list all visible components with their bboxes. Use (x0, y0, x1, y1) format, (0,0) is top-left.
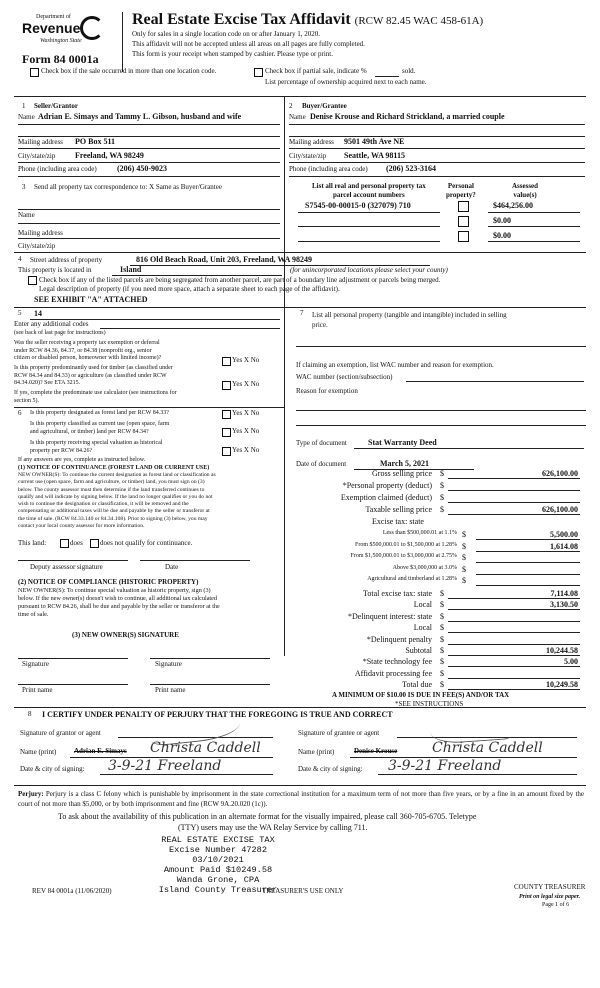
assessed-value-2[interactable]: $0.00 (493, 216, 511, 225)
gross-selling-price-value[interactable]: 626,100.00 (542, 469, 578, 478)
logo-swirl-icon (80, 16, 104, 40)
local-tax-dollar: $ (440, 600, 444, 610)
this-land-label: This land: (18, 539, 47, 547)
perjury-text: Perjury: Perjury is a class C felony which is punishable by imprisonment in the state correctional institution for a maximum term of not more than five years, or by a fine in an amount fixed by the court of not more than $5,000, or by both imprisonment and fine (RCW 9A.20.020 (1c)). (18, 790, 585, 808)
does-not-label: does not qualify for continuance. (100, 539, 193, 547)
delinquent-interest-local-dollar: $ (440, 623, 444, 633)
segregated-checkbox[interactable] (28, 276, 37, 285)
seller-mail[interactable]: PO Box 511 (75, 137, 116, 146)
sec5-num: 5 (18, 309, 22, 317)
sec5-q2: Is this property predominantly used for timber (as classified under RCW 84.34 and 84.33) or agriculture (as classified under RCW 84.34.020)? See ETA 3215. (14, 365, 173, 386)
sec3-mail-label: Mailing address (18, 229, 63, 237)
tier-5-dollar: $ (462, 576, 466, 585)
sec5-q2-yesno: Yes X No (232, 380, 260, 388)
parcel-col2: Personal property? (446, 182, 476, 199)
tier-5-label: Agricultural and timberland at 1.28% (367, 576, 457, 582)
doc-type-label: Type of document (296, 439, 347, 447)
personal-property-deduct-dollar: $ (440, 481, 444, 490)
sec6-num: 6 (18, 409, 22, 417)
sec6-q2-yesno: Yes X No (232, 427, 260, 435)
sec3-num: 3 (22, 183, 26, 191)
seller-phone[interactable]: (206) 450-9023 (117, 164, 167, 173)
does-label: does (70, 539, 83, 547)
does-checkbox[interactable] (60, 539, 69, 548)
personal-property-deduct-label: *Personal property (deduct) (342, 481, 432, 490)
grantor-name-print[interactable]: Adrian E. Simays (74, 747, 127, 755)
sig-grantor-label: Signature of grantor or agent (20, 729, 101, 737)
deputy-date-label: Date (165, 563, 179, 571)
sec5-q1-checkbox[interactable] (222, 357, 231, 366)
tier-4-label: Above $3,000,000 at 3.0% (392, 564, 457, 571)
legal-desc-label: Legal description of property (if you need more space, attach a separate sheet to each page of the affidavit). (39, 285, 340, 293)
dept-text: Department of (36, 14, 71, 20)
buyer-heading: Buyer/Grantee (302, 102, 347, 110)
page-number: Page 1 of 6 (542, 902, 570, 908)
legal-size-note: Print on legal size paper. (519, 894, 581, 900)
personal-property-checkbox-1[interactable] (458, 201, 469, 212)
parcel-col1: List all real and personal property tax parcel account numbers (312, 182, 426, 199)
revenue-text: Revenue (22, 20, 81, 36)
sec6-q2: Is this property classified as current use (open space, farm and agricultural, or timber) land per RCW 84.34? (30, 421, 170, 435)
buyer-mail[interactable]: 9501 49th Ave NE (344, 137, 405, 146)
sec6-q1-checkbox[interactable] (222, 410, 231, 419)
sec5-q2-checkbox[interactable] (222, 381, 231, 390)
buyer-mail-label: Mailing address (289, 138, 334, 146)
new-owner-print-2: Print name (155, 686, 186, 694)
total-excise-state-dollar: $ (440, 589, 444, 598)
treasurer-stamp: REAL ESTATE EXCISE TAX Excise Number 47282 03/10/2021 Amount Paid $10249.58 Wanda Grone, CPA Island County Treasurer (158, 835, 278, 895)
delinquent-interest-state-label: *Delinquent interest: state (348, 611, 432, 621)
total-due-label: Total due (402, 680, 432, 690)
seller-name-label: Name (18, 113, 35, 121)
sec7-num: 7 (300, 309, 304, 317)
excise-state-label: Excise tax: state (372, 517, 424, 526)
street-address[interactable]: 816 Old Beach Road, Unit 203, Freeland, WA 98249 (136, 255, 312, 264)
buyer-phone[interactable]: (206) 523-3164 (386, 164, 436, 173)
rev-code: REV 84 0001a (11/06/2020) (32, 887, 112, 895)
seller-name[interactable]: Adrian E. Simays and Tammy L. Gibson, husband and wife (38, 112, 242, 121)
header-note-3: This form is your receipt when stamped by cashier. Please type or print. (132, 50, 334, 58)
located-label: This property is located in (18, 266, 92, 274)
subtotal-label: Subtotal (405, 646, 432, 655)
partial-sale-checkbox[interactable] (254, 68, 263, 77)
seller-heading: Seller/Grantor (34, 102, 78, 110)
grantee-date-city[interactable]: 3-9-21 Freeland (388, 758, 502, 774)
header-note-1: Only for sales in a single location code on or after January 1, 2020. (132, 30, 320, 38)
local-tax-label: Local (413, 600, 432, 610)
delinquent-penalty-dollar: $ (440, 634, 444, 644)
tier-3-dollar: $ (462, 553, 466, 562)
sec5-q1: Was the seller receiving a property tax exemption or deferral under RCW 84.36, 84.37, or 84.38 (nonprofit org., senior citizen or disabled person, homeowner with limited income)? (14, 340, 162, 361)
sec5-q1-yesno: Yes X No (232, 356, 260, 364)
buyer-phone-label: Phone (including area code) (289, 165, 368, 173)
see-instructions: *SEE INSTRUCTIONS (395, 700, 464, 708)
sec3-city-label: City/state/zip (18, 242, 56, 250)
buyer-name[interactable]: Denise Krouse and Richard Strickland, a married couple (310, 112, 505, 121)
delinquent-interest-state-dollar: $ (440, 611, 444, 621)
total-due-value[interactable]: 10,249.58 (546, 680, 578, 690)
header-note-2: This affidavit will not be accepted unless all areas on all pages are fully completed. (132, 40, 365, 48)
tier-3-label: From $1,500,000.01 to $3,000,000 at 2.75% (350, 553, 457, 559)
grantor-date-city[interactable]: 3-9-21 Freeland (108, 758, 222, 774)
buyer-num: 2 (289, 102, 293, 110)
page-title: Real Estate Excise Tax Affidavit (RCW 82.45 WAC 458-61A) (132, 11, 484, 28)
new-owner-print-1: Print name (22, 686, 53, 694)
affidavit-processing-fee-label: Affidavit processing fee (354, 668, 432, 678)
doc-date[interactable]: March 5, 2021 (380, 459, 429, 468)
sec8-num: 8 (28, 710, 32, 718)
legal-desc[interactable]: SEE EXHIBIT "A" ATTACHED (34, 295, 148, 304)
tier-2-label: From $500,000.01 to $1,500,000 at 1.28% (355, 541, 457, 548)
seller-city-label: City/state/zip (18, 152, 56, 160)
taxable-selling-price-value[interactable]: 626,100.00 (542, 505, 578, 514)
notice3-heading: (3) NEW OWNER(S) SIGNATURE (72, 631, 179, 639)
notice2-text: NEW OWNER(S): To continue special valuation as historic property, sign (3) below. If the new owner(s) doesn't wish to continue, all additional tax calculated pursuant to RCW 84.26, shall be due and payable by the seller or transferor at the time of sale. (18, 587, 220, 618)
sec6-q1: Is this property designated as forest land per RCW 84.33? (30, 410, 169, 416)
grantee-date-label: Date & city of signing: (298, 765, 363, 773)
grantee-name-written[interactable]: Christa Caddell (432, 740, 543, 756)
deputy-sig-label: Deputy assessor signature (30, 563, 103, 571)
notice2-heading: (2) NOTICE OF COMPLIANCE (HISTORIC PROPERTY) (18, 578, 199, 586)
subtotal-dollar: $ (440, 646, 444, 655)
street-label: Street address of property (30, 256, 103, 264)
sec7-text: List all personal property (tangible and intangible) included in selling price. (312, 311, 507, 329)
sec6-q1-yesno: Yes X No (232, 409, 260, 417)
grantee-name-print[interactable]: Denise Krouse (354, 747, 398, 755)
state-text: Washington State (40, 38, 82, 44)
assessed-value-3[interactable]: $0.00 (493, 231, 511, 240)
new-owner-sig-1: Signature (22, 660, 49, 668)
delinquent-penalty-label: *Delinquent penalty (366, 634, 432, 644)
affidavit-processing-fee-dollar: $ (440, 668, 444, 678)
state-technology-fee-dollar: $ (440, 657, 444, 667)
sec5-ifyes: If yes, complete the predominate use calculator (see instructions for section 5). (14, 390, 177, 404)
sec6-q3: Is this property receiving special valuation as historical property per RCW 84.26? (30, 440, 163, 454)
sec6-q3-yesno: Yes X No (232, 446, 260, 454)
buyer-city-label: City/state/zip (289, 152, 327, 160)
minimum-note: A MINIMUM OF $10.00 IS DUE IN FEE(S) AND/OR TAX (332, 691, 510, 699)
sec6-q2-checkbox[interactable] (222, 428, 231, 437)
seller-city[interactable]: Freeland, WA 98249 (75, 151, 144, 160)
land-use-code[interactable]: 14 (34, 309, 42, 318)
state-technology-fee-label: *State technology fee (362, 657, 432, 667)
certify-text: I CERTIFY UNDER PENALTY OF PERJURY THAT THE FOREGOING IS TRUE AND CORRECT (42, 710, 393, 719)
parcel-col3: Assessed value(s) (512, 182, 539, 199)
tier-1-label: Less than $500,000.01 at 1.1% (382, 530, 457, 536)
state-technology-fee-value[interactable]: 5.00 (564, 657, 578, 667)
personal-property-checkbox-3[interactable] (458, 231, 469, 242)
tier-1-value[interactable]: 5,500.00 (550, 530, 578, 539)
grantee-name-label: Name (print) (298, 748, 335, 756)
new-owner-sig-2: Signature (155, 660, 182, 668)
add-codes-label: Enter any additional codes (14, 320, 89, 328)
multi-location-checkbox[interactable] (30, 68, 39, 77)
buyer-name-label: Name (289, 113, 306, 121)
seller-mail-label: Mailing address (18, 138, 63, 146)
treasurer-use-only: TREASURER'S USE ONLY (262, 887, 344, 895)
sec6-any: If any answers are yes, complete as instructed below. (18, 457, 146, 463)
notice1-heading: (1) NOTICE OF CONTINUANCE (FOREST LAND OR CURRENT USE) (18, 465, 210, 471)
exemption-claimed-dollar: $ (440, 493, 444, 502)
delinquent-interest-local-label: Local (413, 623, 432, 633)
total-excise-state-value[interactable]: 7,114.08 (550, 589, 578, 598)
sec3-name-label: Name (18, 211, 35, 219)
taxable-selling-price-label: Taxable selling price (365, 505, 432, 514)
located-note: (for unincorporated locations please select your county) (290, 266, 448, 274)
sec3-text: Send all property tax correspondence to: X Same as Buyer/Grantee (34, 183, 222, 191)
tier-2-value[interactable]: 1,614.08 (550, 541, 578, 551)
personal-property-checkbox-2[interactable] (458, 216, 469, 227)
sig-grantee-label: Signature of grantee or agent (298, 729, 380, 737)
seller-num: 1 (22, 102, 26, 110)
does-not-checkbox[interactable] (90, 539, 99, 548)
local-tax-value[interactable]: 3,130.50 (550, 600, 578, 610)
multi-location-label: Check box if the sale occurred in more than one location code. (41, 67, 217, 75)
total-excise-state-label: Total excise tax: state (363, 589, 432, 598)
grantor-name-written[interactable]: Christa Caddell (150, 740, 261, 756)
partial-sale-label: Check box if partial sale, indicate % (265, 67, 367, 75)
tier-1-dollar: $ (462, 530, 466, 539)
gross-selling-price-dollar: $ (440, 469, 444, 478)
wac-label: WAC number (section/subsection) (296, 373, 393, 381)
gross-selling-price-label: Gross selling price (372, 469, 432, 478)
dor-logo (22, 14, 102, 54)
doc-type[interactable]: Stat Warranty Deed (368, 438, 437, 447)
exemption-claimed-label: Exemption claimed (deduct) (340, 493, 432, 502)
taxable-selling-price-dollar: $ (440, 505, 444, 514)
grantor-name-label: Name (print) (20, 748, 57, 756)
notice1-text: NEW OWNER(S): To continue the current designation as forest land or classification as current use (open space, farm and agriculture, or timber) land, you must sign on (3) below. The county assessor must then determine if the land transferred continues to qualify and will indicate by signing below. If the land no longer qualifies or you do not wish to continue the designation or classification, it will be removed and the compensating or additional taxes will be due and payable by the seller or transferor at the time of sale. (RCW 84.33.140 or 84.34.108). Prior to signing (3) below, you may contact your local county assessor for more information. (18, 472, 216, 530)
segregated-label: Check box if any of the listed parcels are being segregated from another parcel, are part of a boundary line adjustment or parcels being merged. (39, 276, 441, 284)
tier-4-dollar: $ (462, 564, 466, 574)
tty-text: (TTY) users may use the WA Relay Service by calling 711. (178, 823, 368, 832)
subtotal-value[interactable]: 10,244.58 (546, 646, 578, 655)
sec6-q3-checkbox[interactable] (222, 447, 231, 456)
total-due-dollar: $ (440, 680, 444, 690)
see-back-label: (see back of last page for instructions) (14, 330, 106, 336)
grantor-date-label: Date & city of signing: (20, 765, 85, 773)
reason-label: Reason for exemption (296, 387, 358, 395)
doc-date-label: Date of document (296, 460, 347, 468)
exempt-label: If claiming an exemption, list WAC number and reason for exemption. (296, 361, 494, 369)
assessed-value-1[interactable]: $464,256.00 (493, 201, 533, 210)
buyer-city[interactable]: Seattle, WA 98115 (344, 151, 405, 160)
parcel-number-1[interactable]: S7545-00-00015-0 (327079) 710 (305, 201, 411, 210)
tier-2-dollar: $ (462, 541, 466, 551)
located-county[interactable]: Island (120, 265, 142, 274)
seller-phone-label: Phone (including area code) (18, 165, 97, 173)
county-treasurer: COUNTY TREASURER (514, 883, 586, 891)
sec4-num: 4 (18, 255, 22, 263)
sold-label: sold. (402, 67, 416, 75)
alt-format-text: To ask about the availability of this publication in an alternate format for the visually impaired, please call 360-705-6705. Teletype (58, 812, 477, 821)
form-number: Form 84 0001a (22, 52, 99, 66)
list-pct-label: List percentage of ownership acquired next to each name. (265, 78, 427, 86)
